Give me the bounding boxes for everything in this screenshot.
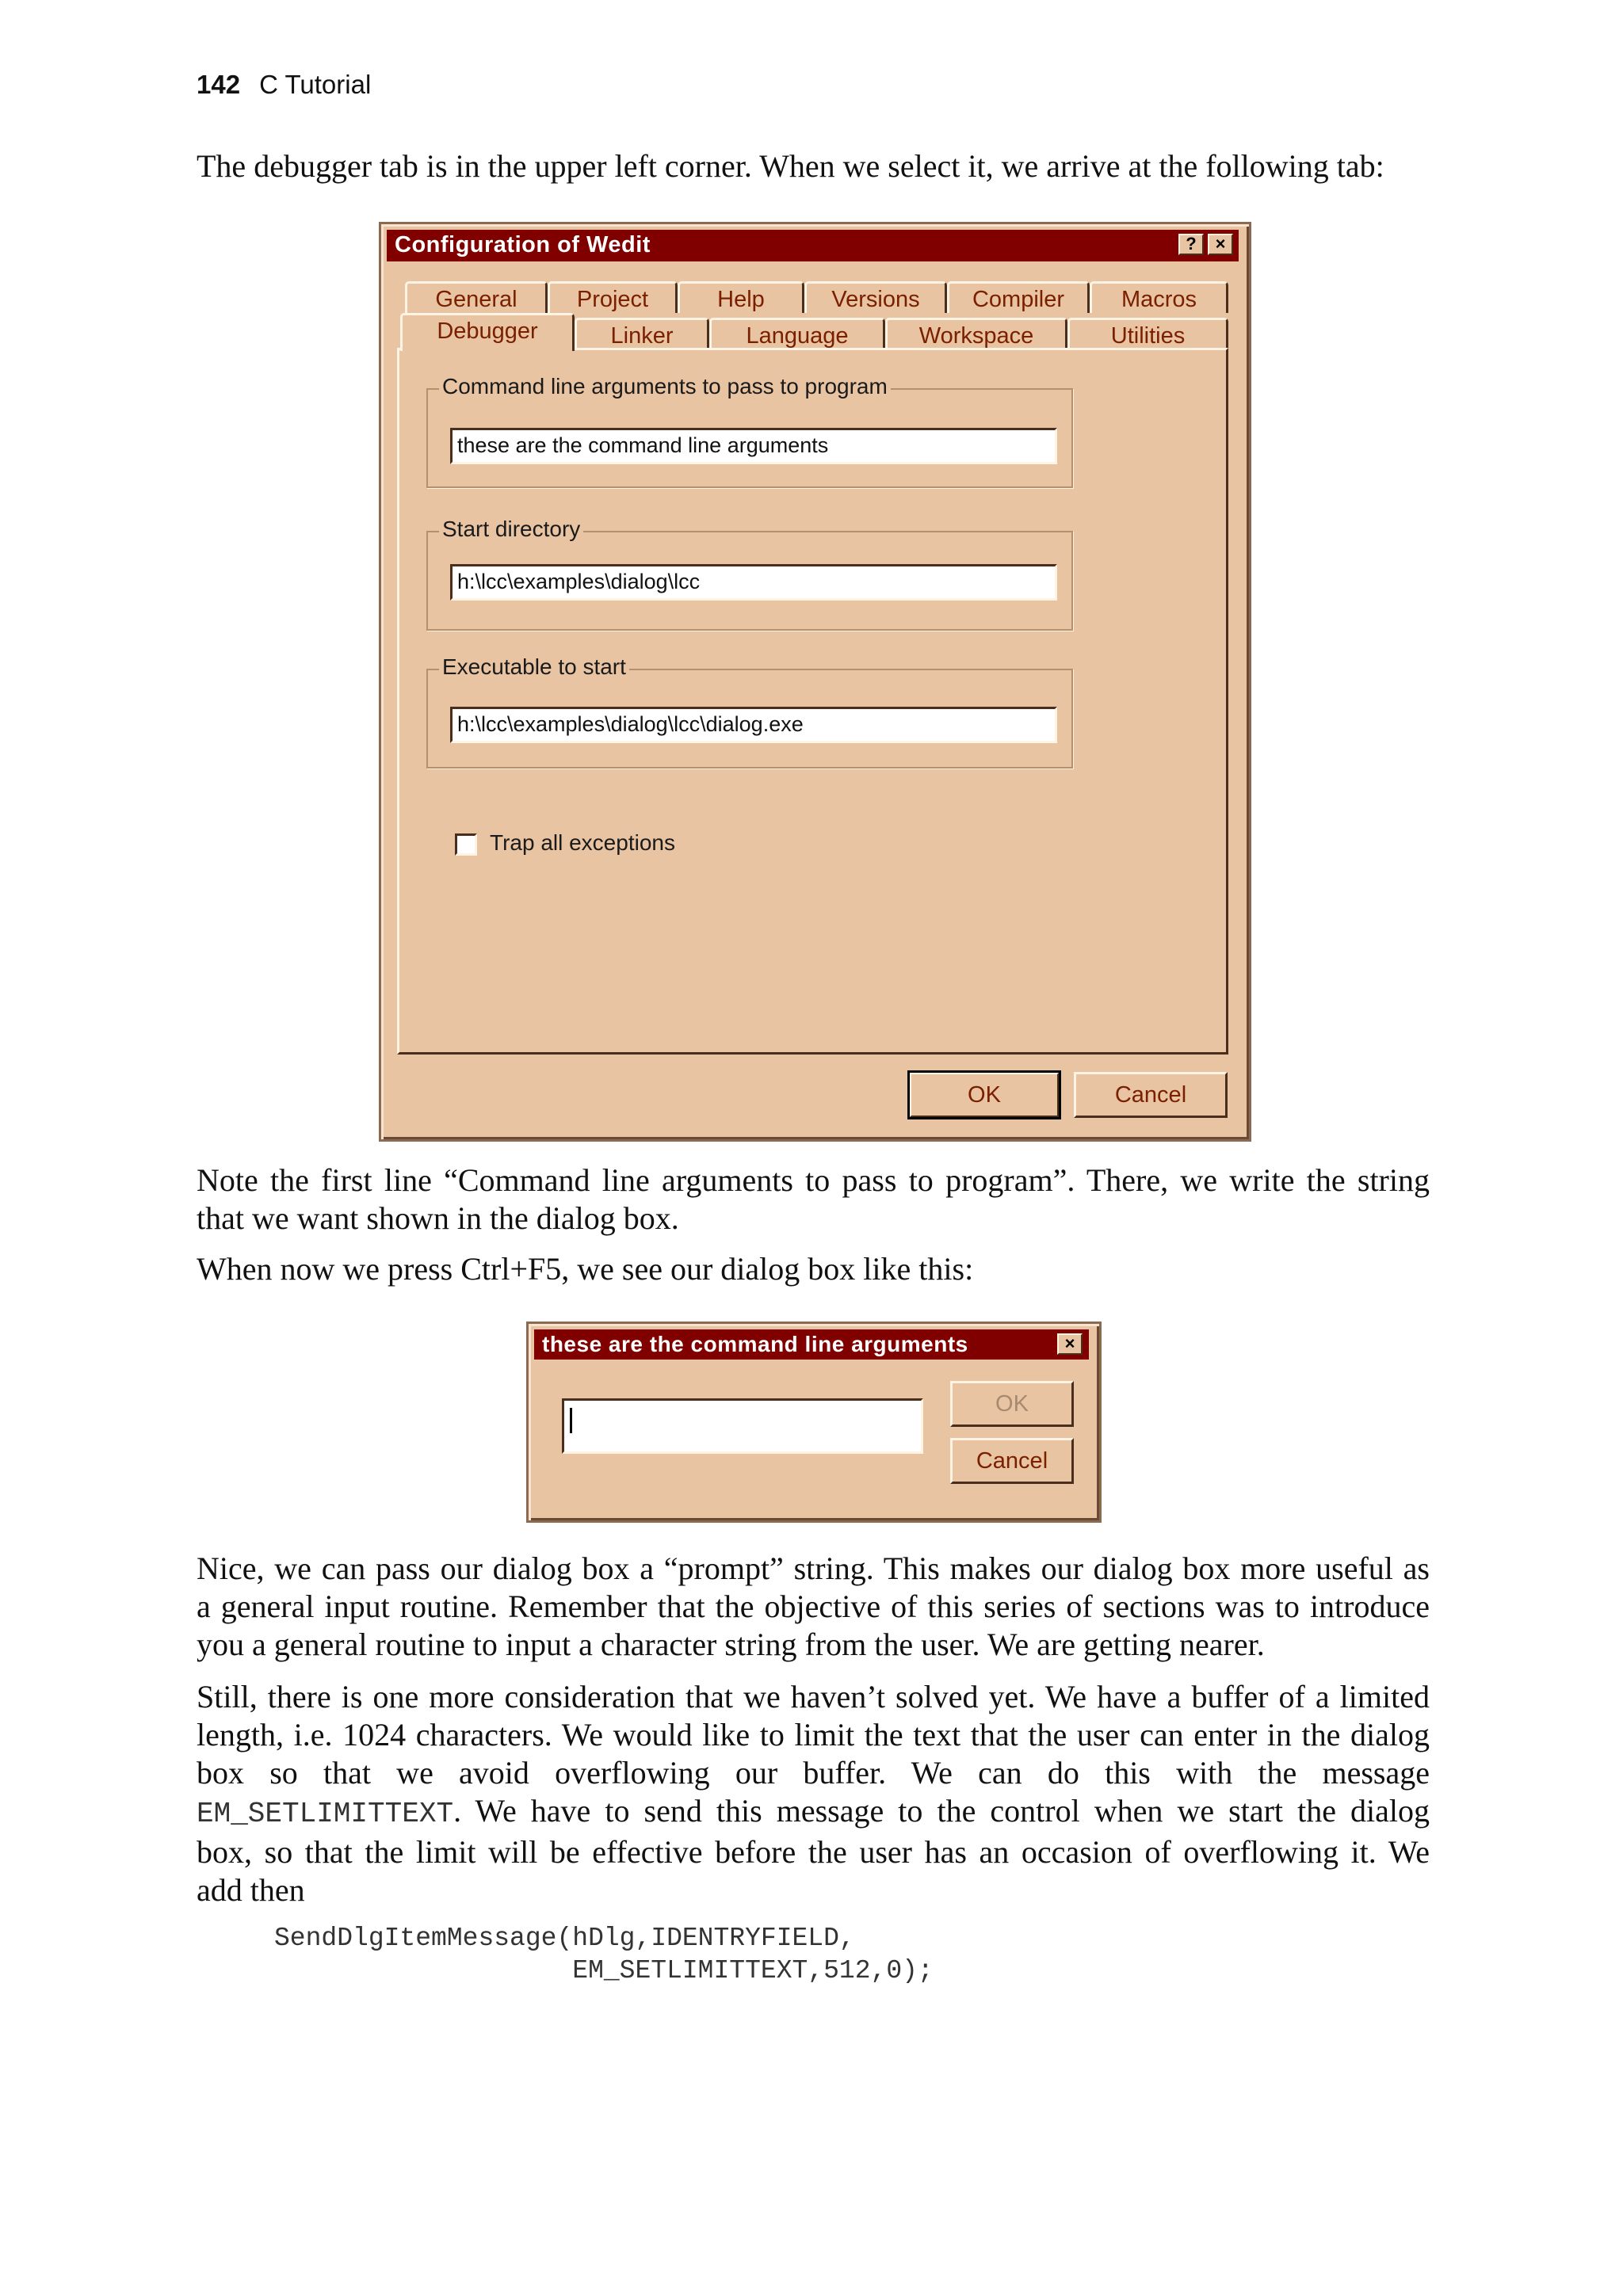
code-line-2: EM_SETLIMITTEXT,512,0);	[274, 1956, 934, 1985]
config-dialog	[379, 222, 1251, 1142]
tab-general[interactable]: General	[405, 281, 548, 313]
prompt-title-bar[interactable]	[534, 1329, 1089, 1360]
tab-versions[interactable]: Versions	[804, 281, 947, 313]
still-line-4	[197, 1792, 1430, 1833]
tab-utilities[interactable]: Utilities	[1067, 318, 1228, 349]
tab-debugger[interactable]: Debugger	[400, 313, 575, 351]
intro-paragraph	[197, 147, 1430, 185]
exe-group-label: Executable to start	[439, 654, 629, 680]
tab-macros[interactable]: Macros	[1090, 281, 1228, 313]
help-icon[interactable]: ?	[1178, 234, 1204, 255]
note-line-1: Note the first line “Command line arguments to pass to program”. There, we write the string	[197, 1162, 1430, 1198]
executable-input[interactable]: h:\lcc\examples\dialog\lcc\dialog.exe	[450, 707, 1057, 743]
still-line-3: box so that we avoid overflowing our buffer. We can do this with the message	[197, 1755, 1430, 1791]
prompt-ok-button[interactable]: OK	[950, 1381, 1074, 1427]
still-line-5: box, so that the limit will be effective before the user has an occasion of overflowing it. We	[197, 1834, 1430, 1870]
ok-button[interactable]: OK	[909, 1072, 1060, 1118]
tab-language[interactable]: Language	[709, 318, 885, 349]
text-cursor	[570, 1408, 572, 1433]
still-line-4-rest: . We have to send this message to the control when we start the dialog	[453, 1793, 1430, 1829]
code-block	[274, 1922, 934, 1987]
tab-compiler[interactable]: Compiler	[947, 281, 1090, 313]
ctrl-text: When now we press Ctrl+F5, we see our dialog box like this:	[197, 1251, 974, 1287]
cmdline-group-label: Command line arguments to pass to program	[439, 374, 891, 399]
config-title: Configuration of Wedit	[395, 232, 651, 257]
close-icon[interactable]: ×	[1057, 1333, 1083, 1355]
nice-line-1: Nice, we can pass our dialog box a “prompt” string. This makes our dialog box more useful as	[197, 1550, 1430, 1586]
still-paragraph	[197, 1678, 1430, 1909]
running-title: C Tutorial	[259, 70, 372, 99]
exe-group	[426, 654, 1073, 769]
start-directory-input[interactable]: h:\lcc\examples\dialog\lcc	[450, 564, 1057, 601]
prompt-cancel-button[interactable]: Cancel	[950, 1438, 1074, 1484]
intro-text: The debugger tab is in the upper left corner. When we select it, we arrive at the following tab:	[197, 148, 1384, 184]
page-number: 142	[197, 70, 241, 99]
config-title-bar[interactable]	[387, 230, 1239, 261]
cancel-button[interactable]: Cancel	[1074, 1072, 1228, 1118]
tab-help[interactable]: Help	[678, 281, 804, 313]
close-icon[interactable]: ×	[1208, 234, 1233, 255]
debugger-tab-panel	[397, 348, 1228, 1055]
ctrl-paragraph	[197, 1250, 1430, 1288]
tab-project[interactable]: Project	[548, 281, 678, 313]
cmdline-args-input[interactable]: these are the command line arguments	[450, 428, 1057, 464]
page-header	[197, 70, 371, 100]
trap-exceptions-label: Trap all exceptions	[490, 830, 675, 855]
note-paragraph	[197, 1161, 1430, 1238]
startdir-group	[426, 517, 1073, 631]
nice-line-2: a general input routine. Remember that the objective of this series of sections was to introduce	[197, 1589, 1430, 1624]
cmdline-group	[426, 374, 1073, 488]
trap-exceptions-checkbox[interactable]	[455, 833, 477, 856]
still-line-6: add then	[197, 1872, 305, 1908]
nice-paragraph	[197, 1550, 1430, 1664]
nice-line-3: you a general routine to input a character string from the user. We are getting nearer.	[197, 1627, 1265, 1662]
tab-workspace[interactable]: Workspace	[885, 318, 1067, 349]
em-setlimittext-code: EM_SETLIMITTEXT	[197, 1798, 454, 1830]
prompt-dialog	[526, 1322, 1102, 1523]
prompt-entry-field[interactable]	[562, 1398, 923, 1454]
prompt-title: these are the command line arguments	[542, 1332, 968, 1356]
note-line-2: that we want shown in the dialog box.	[197, 1200, 679, 1236]
startdir-group-label: Start directory	[439, 517, 583, 542]
code-line-1: SendDlgItemMessage(hDlg,IDENTRYFIELD,	[274, 1924, 855, 1953]
still-line-2: length, i.e. 1024 characters. We would like to limit the text that the user can enter in the dialog	[197, 1717, 1430, 1753]
tab-linker[interactable]: Linker	[575, 318, 709, 349]
still-line-1: Still, there is one more consideration that we haven’t solved yet. We have a buffer of a limited	[197, 1679, 1430, 1714]
